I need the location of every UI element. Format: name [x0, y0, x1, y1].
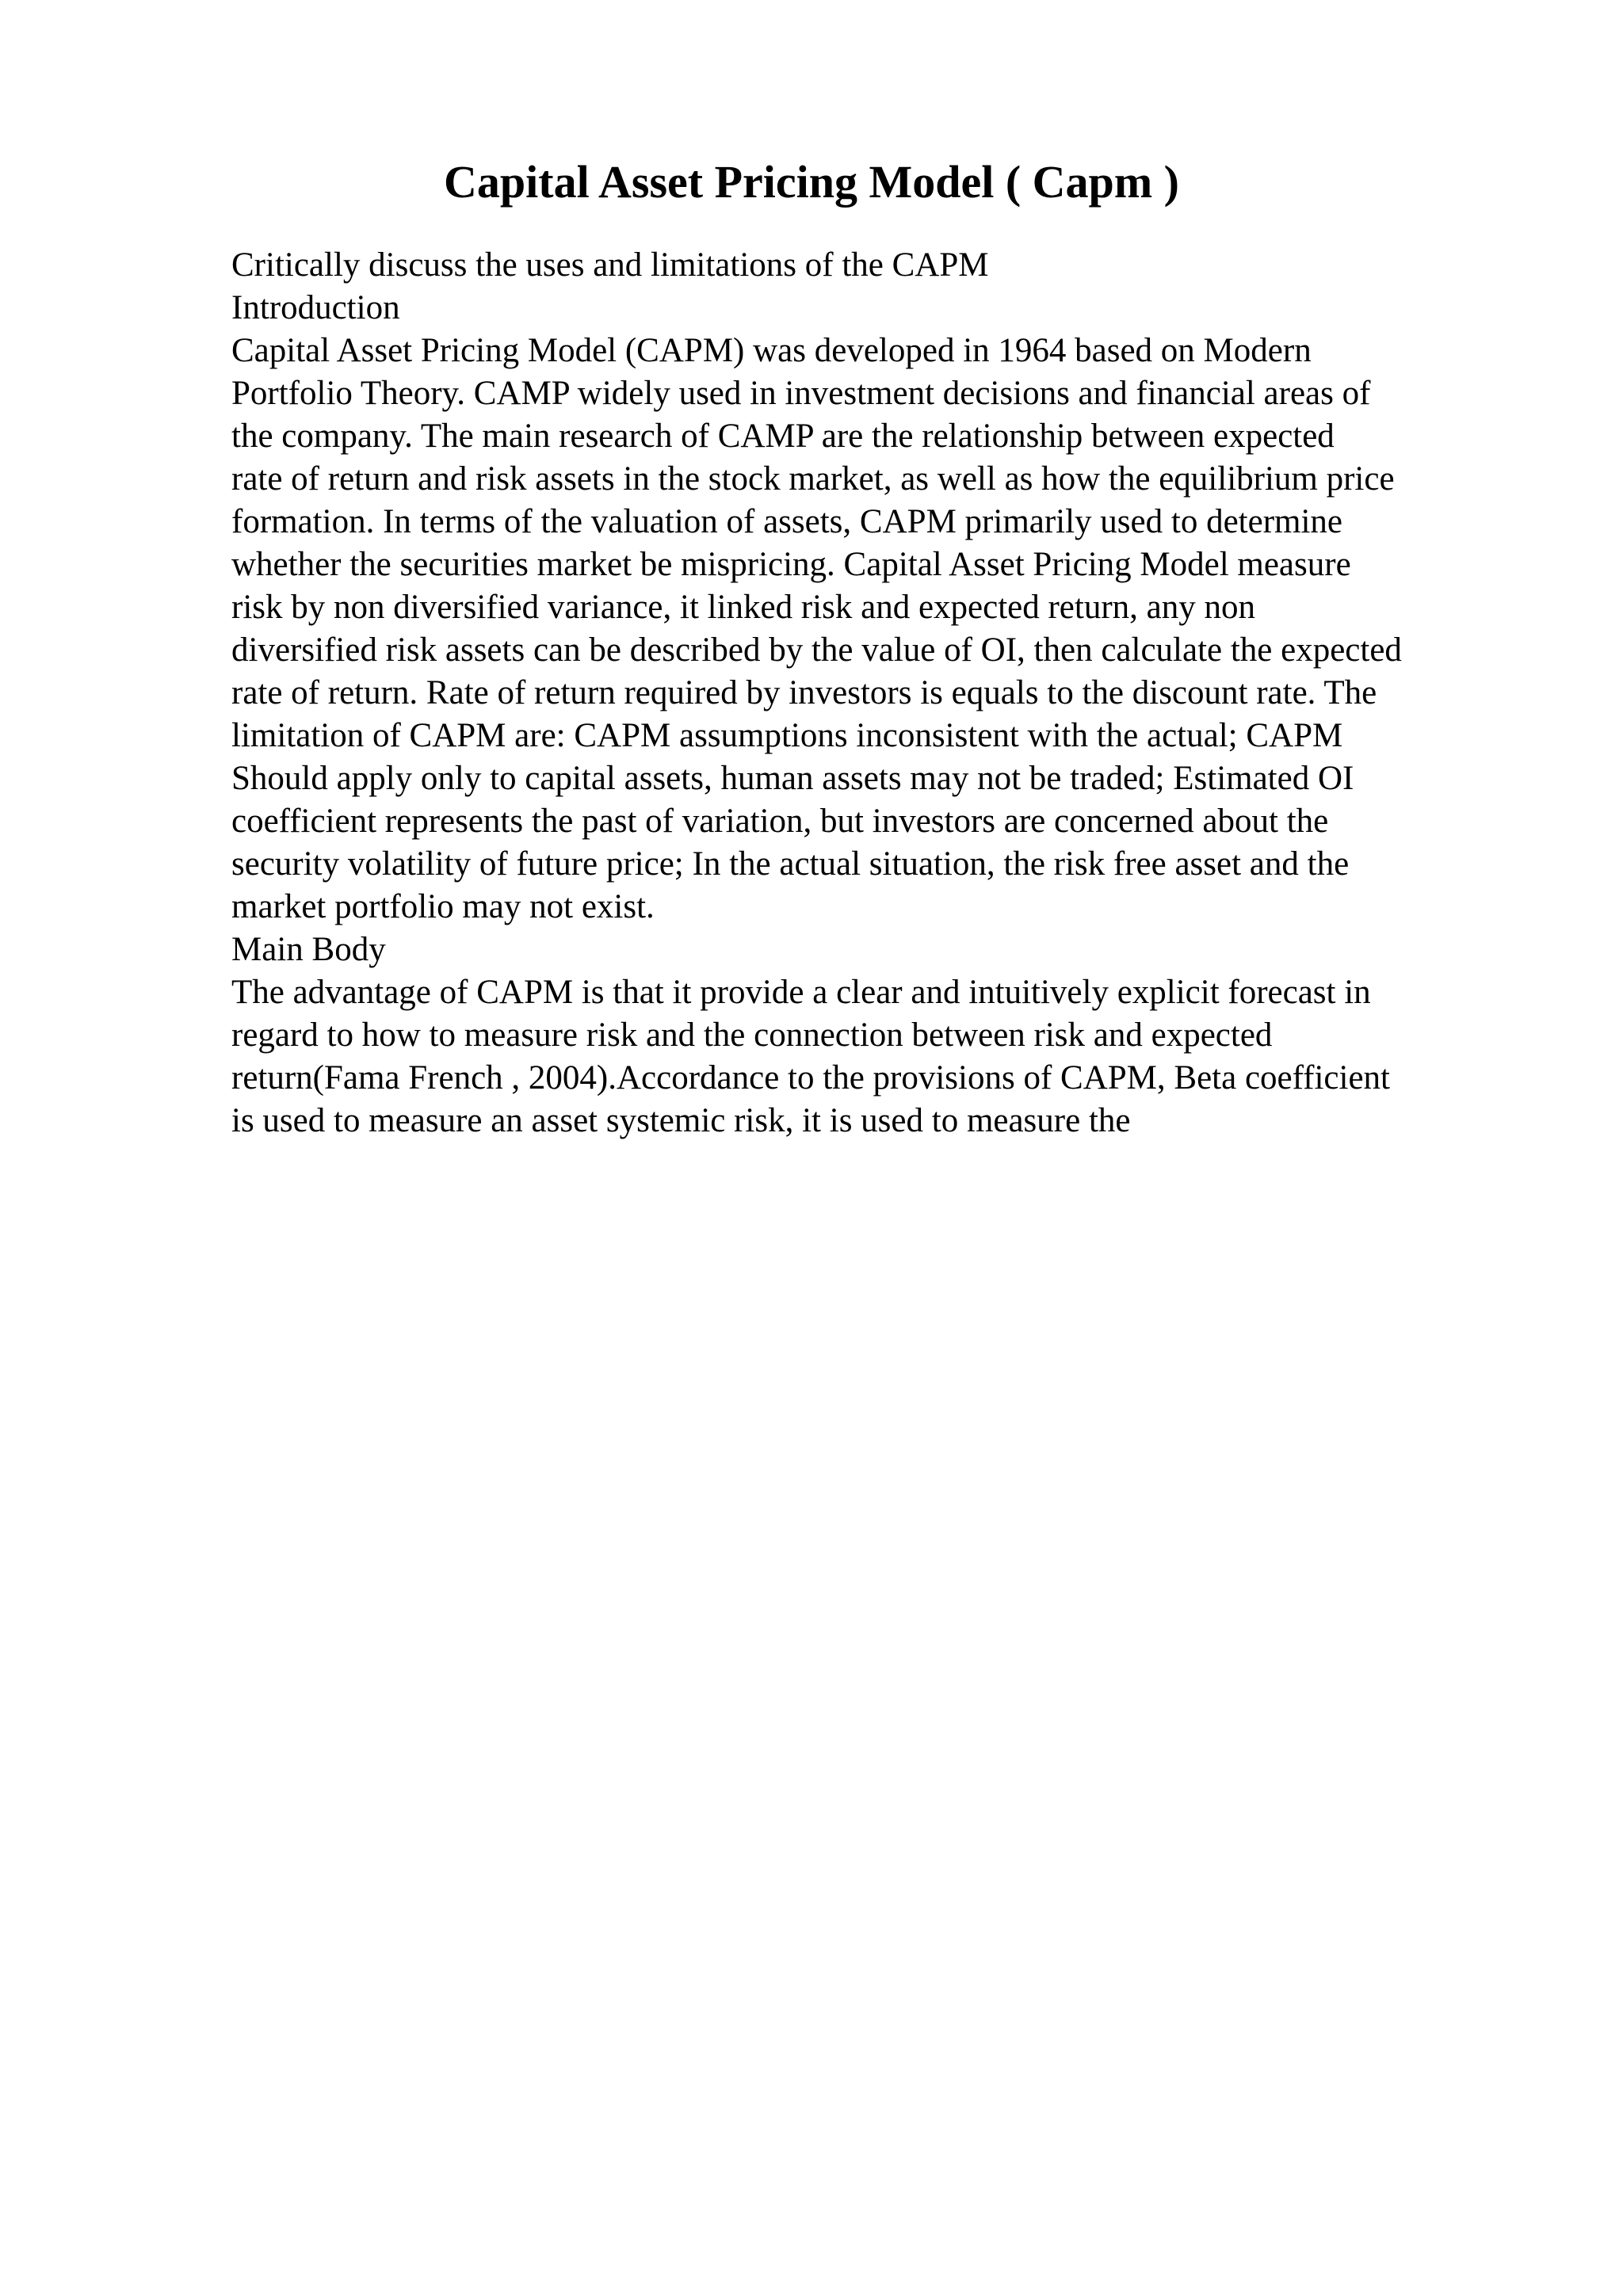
paragraph-line: formation. In terms of the valuation of assets, CAPM primarily used to determine: [231, 503, 1342, 540]
paragraph-line: is used to measure an asset systemic risk, it is used to measure the: [231, 1102, 1131, 1139]
document-body: [231, 244, 1515, 1142]
paragraph-line: risk by non diversified variance, it linked risk and expected return, any non: [231, 589, 1255, 626]
question-line: Critically discuss the uses and limitations of the CAPM: [231, 246, 989, 284]
paragraph-line: coefficient represents the past of variation, but investors are concerned about the: [231, 803, 1329, 840]
introduction-heading: Introduction: [231, 289, 400, 326]
paragraph-line: whether the securities market be mispricing. Capital Asset Pricing Model measure: [231, 546, 1351, 583]
paragraph-line: the company. The main research of CAMP are the relationship between expected: [231, 418, 1335, 455]
paragraph-line: regard to how to measure risk and the connection between risk and expected: [231, 1016, 1273, 1054]
paragraph-line: rate of return. Rate of return required by investors is equals to the discount rate. The: [231, 674, 1377, 711]
document-title: Capital Asset Pricing Model ( Capm ): [444, 156, 1179, 208]
paragraph-line: rate of return and risk assets in the stock market, as well as how the equilibrium price: [231, 460, 1395, 498]
paragraph-line: limitation of CAPM are: CAPM assumptions inconsistent with the actual; CAPM: [231, 717, 1343, 754]
paragraph-line: Portfolio Theory. CAMP widely used in investment decisions and financial areas of: [231, 375, 1371, 412]
paragraph-line: market portfolio may not exist.: [231, 888, 655, 925]
paragraph-line: Capital Asset Pricing Model (CAPM) was developed in 1964 based on Modern: [231, 332, 1312, 369]
paragraph-line: Should apply only to capital assets, human assets may not be traded; Estimated OI: [231, 760, 1354, 797]
paragraph-line: The advantage of CAPM is that it provide a clear and intuitively explicit forecast in: [231, 974, 1371, 1011]
main-body-heading: Main Body: [231, 931, 386, 968]
paragraph-line: security volatility of future price; In the actual situation, the risk free asset and the: [231, 845, 1350, 883]
paragraph-line: return(Fama French , 2004).Accordance to the provisions of CAPM, Beta coefficient: [231, 1059, 1390, 1097]
paragraph-line: diversified risk assets can be described by the value of OI, then calculate the expected: [231, 631, 1402, 669]
